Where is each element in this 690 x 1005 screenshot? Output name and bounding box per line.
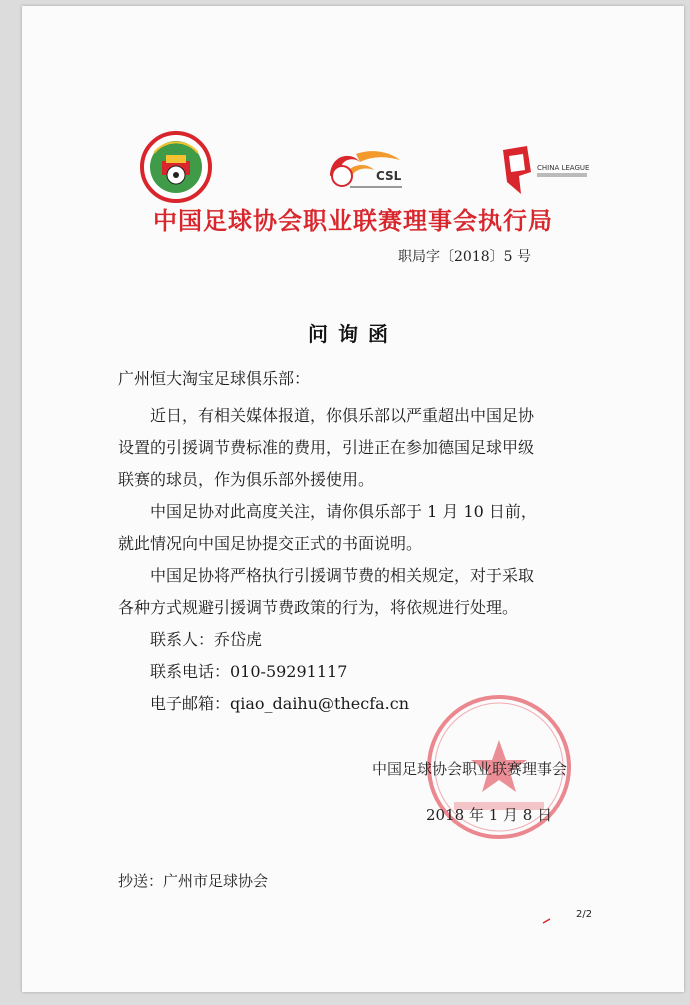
csl-logo-text: CSL [376,169,402,183]
body-line: 联赛的球员，作为俱乐部外援使用。 [118,470,375,489]
signature-organization: 中国足球协会职业联赛理事会 [372,760,568,778]
salutation: 广州恒大淘宝足球俱乐部： [118,369,311,388]
pen-mark [542,918,552,924]
china-league-logo-text: CHINA LEAGUE [537,164,590,172]
body-line: 设置的引援调节费标准的费用，引进正在参加德国足球甲级 [118,438,535,457]
cfa-logo [140,131,212,203]
carbon-copy: 抄送：广州市足球协会 [118,872,269,890]
signature-date: 2018 年 1 月 8 日 [426,806,553,824]
contact-email-line: 电子邮箱：qiao_daihu@thecfa.cn [118,694,410,713]
document-number: 职局字〔2018〕5 号 [398,249,531,265]
body-line: 中国足协将严格执行引援调节费的相关规定，对于采取 [118,566,535,585]
document-title: 问询函 [308,322,398,346]
contact-person-line: 联系人：乔岱虎 [118,630,263,649]
page-number: 2/2 [576,909,593,920]
contact-phone-line: 联系电话：010-59291117 [118,662,348,681]
body-line: 中国足协对此高度关注，请你俱乐部于 1 月 10 日前， [118,502,537,521]
issuer-title: 中国足球协会职业联赛理事会执行局 [153,206,553,235]
body-line: 就此情况向中国足协提交正式的书面说明。 [118,534,423,553]
csl-logo [320,146,412,194]
document-page [22,6,684,992]
china-league-logo [497,142,597,202]
letter-body [118,400,618,720]
body-line: 近日，有相关媒体报道，你俱乐部以严重超出中国足协 [118,406,535,425]
body-line: 各种方式规避引援调节费政策的行为，将依规进行处理。 [118,598,519,617]
